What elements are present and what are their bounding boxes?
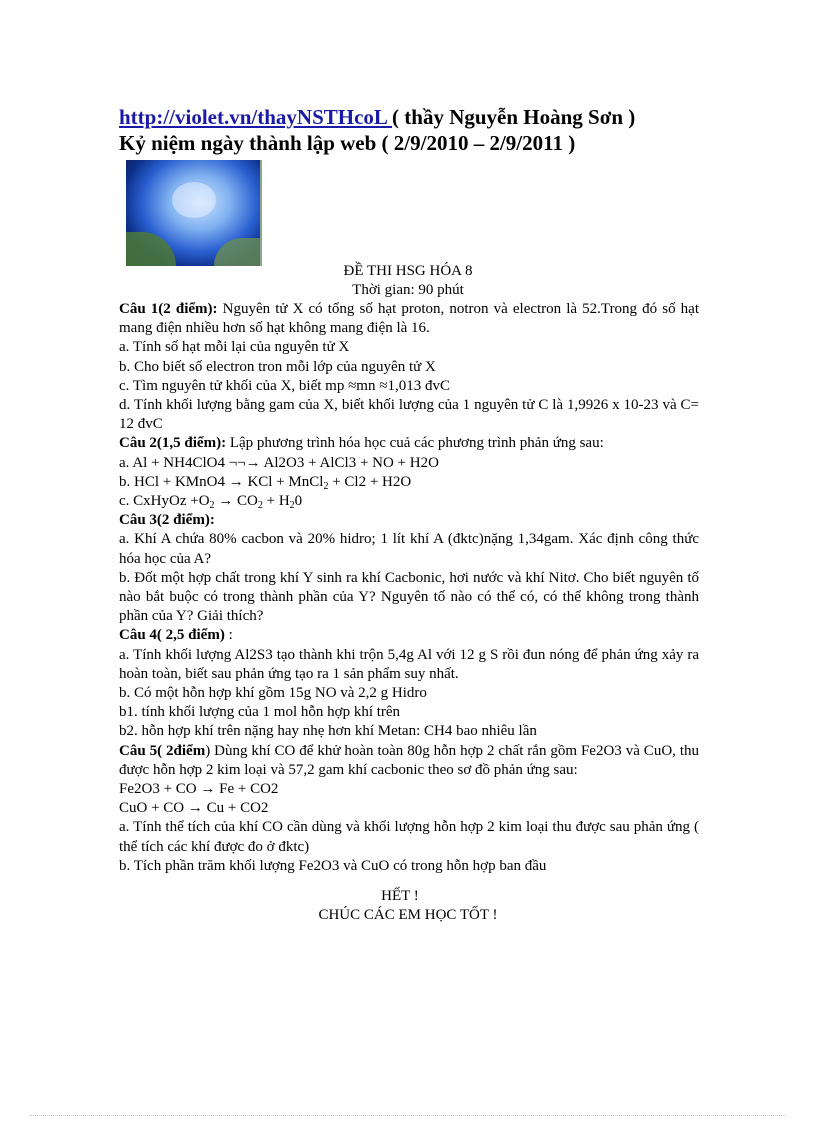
question-4-b2: b2. hỗn hợp khí trên nặng hay nhẹ hơn khí Metan: CH4 bao nhiêu lần: [119, 723, 537, 740]
question-2-a: a. Al + NH4ClO4 ¬¬→ Al2O3 + AlCl3 + NO + H2O: [119, 454, 439, 471]
question-3-label: Câu 3(2 điểm):: [119, 512, 215, 529]
question-5-eq1: Fe2O3 + CO → Fe + CO2: [119, 781, 279, 798]
website-link[interactable]: http://violet.vn/thayNSTHcoL: [119, 105, 393, 129]
question-5-b: b. Tích phần trăm khối lượng Fe2O3 và CuO có trong hỗn hợp ban đầu: [119, 857, 547, 874]
question-4-b: b. Có một hỗn hợp khí gồm 15g NO và 2,2 g Hidro: [119, 685, 427, 702]
teacher-name: ( thầy Nguyễn Hoàng Sơn ): [392, 105, 636, 129]
question-5-text: ) Dùng khí CO để khử hoàn toàn 80g hỗn hợp 2 chất rắn gồm Fe2O3 và CuO, thu được hỗn hợp 2 kim loại và 57,2 gam khí cacbonic theo sơ đồ phản ứng sau:: [119, 742, 699, 778]
question-4: Câu 4( 2,5 điểm) :: [119, 627, 233, 644]
question-3-b: b. Đốt một hợp chất trong khí Y sinh ra khí Cacbonic, hơi nước và khí Nitơ. Cho biết nguyên tố nào bắt buộc có trong thành phần của Y? Nguyên tố nào có thể có, có thể không trong thành phần của Y? Giải thích?: [119, 569, 699, 625]
question-5-label: Câu 5( 2điểm: [119, 742, 206, 759]
end-mark: HẾT !: [381, 888, 419, 904]
question-2-c: c. CxHyOz $+O_2 \to CO_2 + H_20$: [119, 493, 303, 512]
question-2-text: Lập phương trình hóa học cuả các phương trình phản ứng sau:: [226, 435, 604, 452]
question-4-label: Câu 4( 2,5 điểm): [119, 627, 225, 644]
blue-rose-image: [126, 160, 262, 266]
exam-title: ĐỀ THI HSG HÓA 8: [343, 263, 473, 279]
question-1-d: d. Tính khối lượng bằng gam của X, biết khối lượng của 1 nguyên tử C là 1,9926 x 10-23 và C= 12 đvC: [119, 397, 699, 433]
exam-time: Thời gian: 90 phút: [352, 282, 464, 298]
closing-wish: CHÚC CÁC EM HỌC TỐT !: [318, 907, 498, 923]
anniversary-line: Kỷ niệm ngày thành lập web ( 2/9/2010 – 2/9/2011 ): [119, 131, 576, 155]
page-bottom-divider: [30, 1115, 786, 1117]
question-5-a: a. Tính thể tích của khí CO cần dùng và khối lượng hỗn hợp 2 kim loại thu được sau phản ứng ( thể tích các khí được đo ở đktc): [119, 819, 699, 855]
question-5-eq2: CuO + CO → Cu + CO2: [119, 800, 269, 817]
header: [119, 104, 759, 156]
question-1-a: a. Tính số hạt mỗi lại của nguyên tử X: [119, 339, 350, 356]
question-4-b1: b1. tính khối lượng của 1 mol hỗn hợp khí trên: [119, 704, 401, 721]
question-1-text: Nguyên tử X có tổng số hạt proton, notron và electron là 52.Trong đó số hạt mang điện nhiều hơn số hạt không mang điện là 16.: [119, 301, 700, 337]
question-5: [119, 742, 699, 780]
question-3-a: a. Khí A chứa 80% cacbon và 20% hidro; 1 lít khí A (đktc)nặng 1,34gam. Xác định công thức hóa học của A?: [119, 531, 699, 567]
question-1: [119, 300, 699, 338]
question-1-label: Câu 1(2 điểm):: [119, 301, 218, 317]
question-1-c: c. Tìm nguyên tử khối của X, biết mp ≈mn ≈1,013 đvC: [119, 377, 450, 394]
exam-body: [119, 300, 699, 876]
question-2-label: Câu 2(1,5 điểm):: [119, 435, 227, 452]
question-4-a: a. Tính khối lượng Al2S3 tạo thành khi trộn 5,4g Al với 12 g S rồi đun nóng để phản ứng xảy ra hoàn toàn, biết sau phản ứng tạo ra 1 sản phẩm suy nhất.: [119, 646, 699, 682]
question-1-b: b. Cho biết số electron tron mỗi lớp của nguyên tử X: [119, 358, 436, 375]
header-line-1: [119, 104, 759, 130]
question-2-b: b. HCl + KMnO4 → KCl + MnCl$_2$ + Cl2 + H2O: [119, 473, 412, 492]
question-2: [119, 434, 699, 453]
